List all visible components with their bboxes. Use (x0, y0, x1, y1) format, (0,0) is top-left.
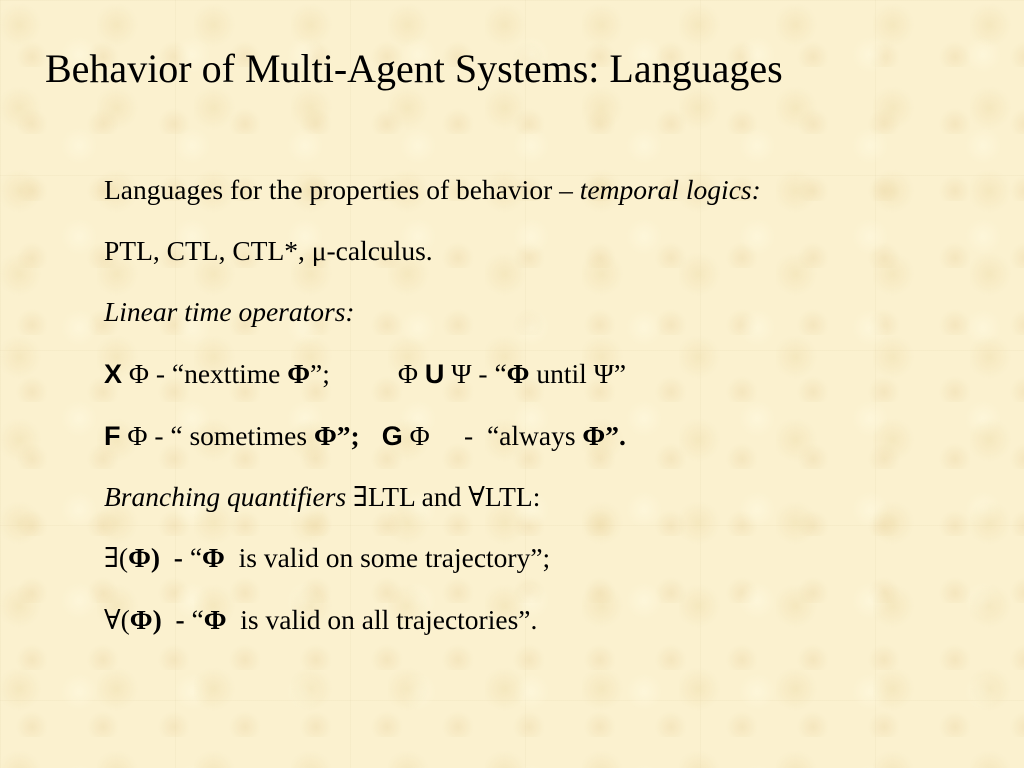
operator-g: G (381, 421, 403, 451)
slide-title: Behavior of Multi-Agent Systems: Languages (45, 46, 783, 91)
forall-quantifier: ∀( (104, 604, 130, 635)
logic-list-text: PTL, CTL, CTL*, μ-calculus. (104, 235, 433, 266)
linear-time-heading-text: Linear time operators: (104, 296, 355, 327)
branching-quantifiers-heading: Branching quantifiers (104, 481, 347, 512)
operator-x: X (104, 359, 123, 389)
until-phi-bold: Φ (506, 358, 530, 389)
until-desc-a: Ψ - “ (444, 358, 507, 389)
forall-quote: “ (191, 604, 204, 635)
forall-desc: is valid on all trajectories”. (226, 604, 538, 635)
temporal-logics-line (104, 172, 761, 208)
sometimes-desc-a: Φ - “ sometimes (120, 420, 314, 451)
temporal-logics-intro: Languages for the properties of behavior – (104, 174, 580, 205)
linear-time-heading (104, 294, 355, 330)
exists-phi: Φ) - (128, 542, 190, 573)
until-phi: Φ (397, 358, 425, 389)
branching-quantifiers-text: ∃LTL and ∀LTL: (346, 481, 541, 512)
temporal-logics-emphasis: temporal logics: (579, 174, 761, 205)
forall-phi: Φ) - (129, 604, 192, 635)
exists-desc: is valid on some trajectory”; (224, 542, 551, 573)
exists-quantifier: ∃( (104, 542, 129, 573)
always-phi: Φ”. (582, 420, 626, 451)
until-desc-b: until Ψ” (529, 358, 627, 389)
nexttime-phi: Φ (287, 358, 311, 389)
nexttime-desc-a: Φ - “nexttime (122, 358, 288, 389)
nexttime-desc-b: ”; (310, 358, 330, 389)
exists-quote: “ (189, 542, 203, 573)
sometimes-phi: Φ”; (313, 420, 360, 451)
branching-quantifiers-line (104, 479, 540, 515)
forall-phi-bold: Φ (203, 604, 227, 635)
logic-list-line (104, 233, 433, 269)
forall-line (104, 602, 537, 638)
nexttime-until-line (104, 356, 626, 392)
operator-f: F (104, 421, 121, 451)
always-desc-a: Φ - “always (402, 420, 583, 451)
exists-phi-bold: Φ (202, 542, 225, 573)
exists-line (104, 540, 550, 576)
sometimes-always-line (104, 418, 626, 454)
operator-u: U (424, 359, 445, 389)
